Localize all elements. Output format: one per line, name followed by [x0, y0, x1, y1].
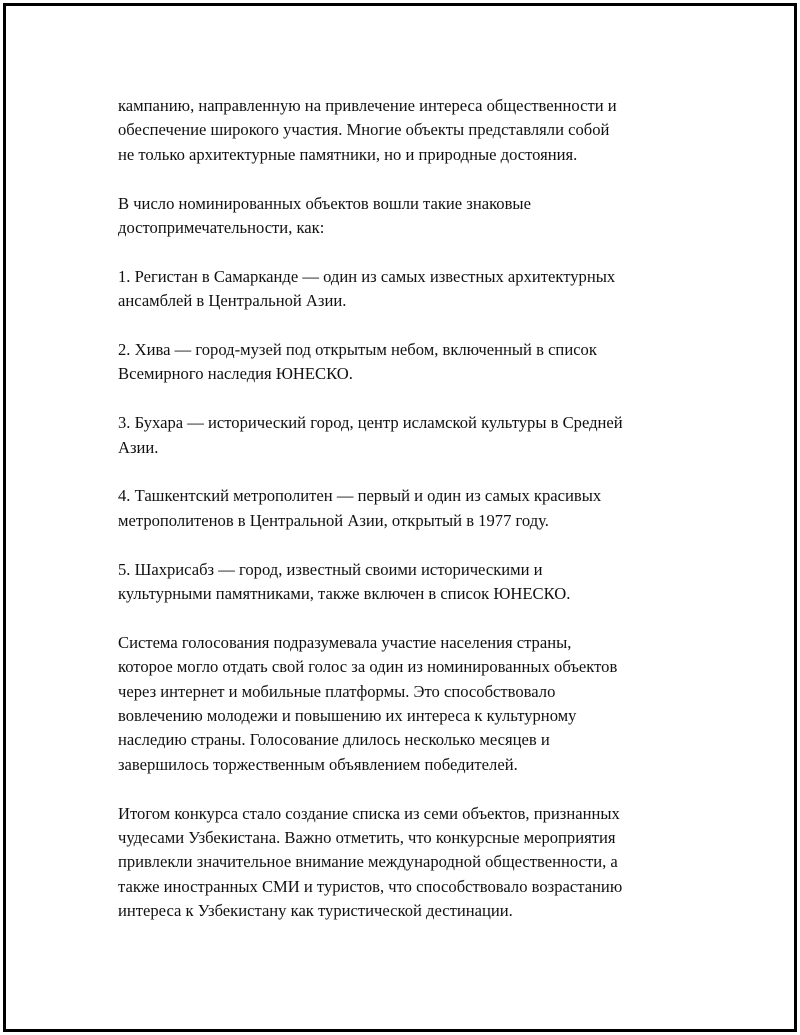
document-body	[118, 94, 698, 948]
text-line: 2. Хива — город-музей под открытым небом, включенный в список	[118, 340, 597, 360]
text-line: 4. Ташкентский метрополитен — первый и один из самых красивых	[118, 486, 602, 506]
text-line: которое могло отдать свой голос за один из номинированных объектов	[118, 657, 618, 677]
text-line: наследию страны. Голосование длилось несколько месяцев и	[118, 730, 550, 750]
text-line: культурными памятниками, также включен в список ЮНЕСКО.	[118, 584, 571, 604]
text-line: Итогом конкурса стало создание списка из семи объектов, признанных	[118, 803, 620, 823]
paragraph-voting-system	[118, 631, 698, 777]
text-line: интереса к Узбекистану как туристической дестинации.	[118, 901, 513, 921]
paragraph-conclusion	[118, 802, 698, 924]
text-line: 5. Шахрисабз — город, известный своими историческими и	[118, 559, 543, 579]
text-line: 3. Бухара — исторический город, центр исламской культуры в Средней	[118, 413, 623, 433]
text-line: ансамблей в Центральной Азии.	[118, 291, 347, 311]
text-line: кампанию, направленную на привлечение интереса общественности и	[118, 96, 617, 115]
text-line: обеспечение широкого участия. Многие объекты представляли собой	[118, 120, 610, 140]
text-line: через интернет и мобильные платформы. Это способствовало	[118, 681, 556, 701]
text-line: завершилось торжественным объявлением победителей.	[118, 754, 518, 774]
list-item-khiva	[118, 338, 698, 387]
text-line: привлекли значительное внимание международной общественности, а	[118, 852, 618, 872]
text-line: метрополитенов в Центральной Азии, открытый в 1977 году.	[118, 510, 549, 530]
list-item-registan	[118, 265, 698, 314]
list-item-tashkent-metro	[118, 484, 698, 533]
text-line: вовлечению молодежи и повышению их интереса к культурному	[118, 706, 577, 726]
text-line: достопримечательности, как:	[118, 218, 325, 238]
paragraph-nominees-lead	[118, 192, 698, 241]
text-line: не только архитектурные памятники, но и природные достояния.	[118, 144, 578, 164]
list-item-bukhara	[118, 411, 698, 460]
text-line: Азии.	[118, 437, 159, 457]
text-line: Всемирного наследия ЮНЕСКО.	[118, 364, 353, 384]
list-item-shakhrisabz	[118, 558, 698, 607]
paragraph-intro	[118, 94, 698, 167]
text-line: 1. Регистан в Самарканде — один из самых известных архитектурных	[118, 266, 616, 286]
text-line: чудесами Узбекистана. Важно отметить, что конкурсные мероприятия	[118, 828, 616, 848]
text-line: В число номинированных объектов вошли такие знаковые	[118, 193, 531, 213]
text-line: Система голосования подразумевала участие населения страны,	[118, 632, 572, 652]
text-line: также иностранных СМИ и туристов, что способствовало возрастанию	[118, 876, 623, 896]
